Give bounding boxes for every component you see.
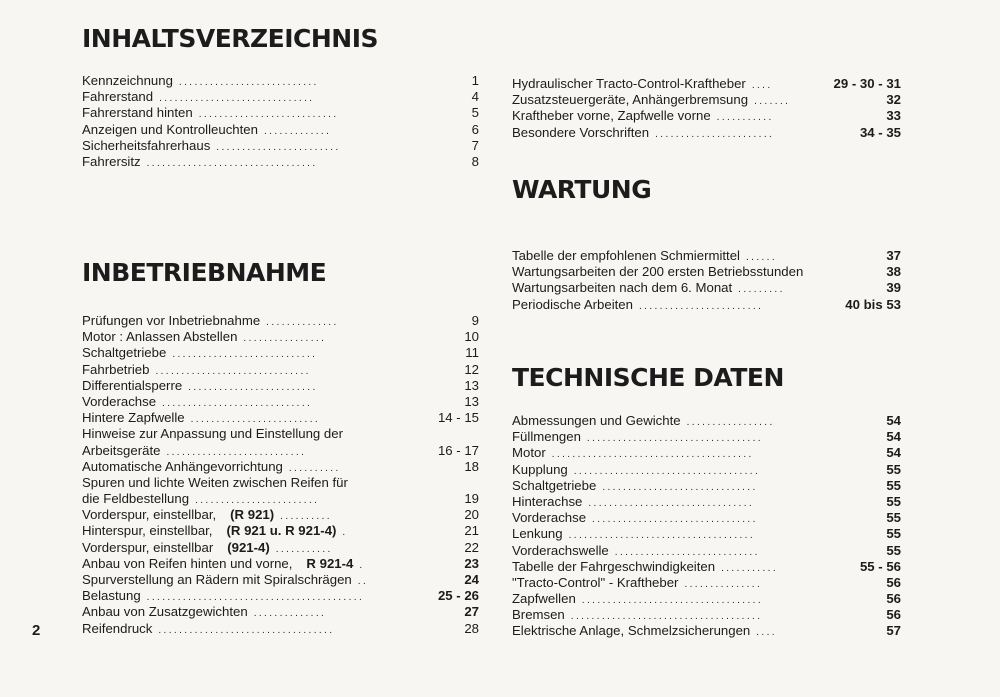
toc-entry-leader: .........................: [190, 414, 321, 426]
toc-entry: [512, 445, 901, 461]
toc-entry-label: Anbau von Zusatzgewichten: [82, 604, 248, 620]
toc-entry-leader: ..................................: [158, 624, 335, 636]
toc-entry-leader: .........................: [188, 381, 318, 393]
toc-entry-label: Hinterachse: [512, 493, 583, 509]
toc-entry: [512, 559, 901, 575]
toc-entry-label: Füllmengen: [512, 429, 581, 445]
toc-list-inhalt: [82, 73, 479, 170]
toc-list-kraftheber: [512, 76, 901, 141]
toc-entry-label: Wartungsarbeiten der 200 ersten Betriebsstunden: [512, 264, 804, 280]
toc-entry-label: Kupplung: [512, 461, 568, 477]
toc-entry-page: 55: [886, 493, 901, 509]
toc-entry: [82, 572, 479, 588]
toc-entry-model: (R 921 u. R 921-4): [226, 523, 337, 539]
toc-entry: [82, 523, 479, 539]
toc-entry-label: die Feldbestellung: [82, 491, 190, 507]
toc-entry-label: Prüfungen vor Inbetriebnahme: [82, 313, 261, 328]
toc-entry-leader: ........................: [216, 141, 341, 153]
toc-entry-page: 54: [886, 413, 901, 428]
toc-entry: [82, 621, 479, 637]
toc-list-inbetriebnahme: [82, 313, 479, 637]
toc-entry: [82, 362, 479, 378]
toc-entry: [82, 313, 479, 329]
toc-entry-page: 54: [886, 429, 901, 445]
toc-entry-page: 38: [886, 264, 901, 280]
toc-entry-page: 57: [886, 623, 901, 639]
toc-entry-leader: ..........................................: [146, 592, 365, 604]
toc-entry-label: Besondere Vorschriften: [512, 124, 650, 140]
page-number: 2: [32, 622, 41, 639]
toc-entry-label: Motor : Anlassen Abstellen: [82, 329, 238, 345]
toc-entry-leader: ...................................: [581, 595, 764, 607]
toc-entry-leader: ..........: [280, 511, 332, 523]
toc-entry-label: Zapfwellen: [512, 591, 576, 607]
toc-entry-label: Reifendruck: [82, 620, 153, 636]
toc-entry-page: 22: [464, 539, 479, 555]
toc-entry-leader: .......................................: [551, 449, 754, 461]
toc-entry-page: 56: [886, 591, 901, 607]
toc-entry: [512, 494, 901, 510]
toc-entry-label: Belastung: [82, 588, 141, 604]
toc-entry: [82, 345, 479, 361]
toc-entry-label: Fahrerstand: [82, 89, 154, 105]
toc-entry-label: Spurverstellung an Rädern mit Spiralschrägen: [82, 572, 352, 587]
toc-entry-leader: ...........: [716, 112, 774, 124]
toc-entry-label: Schaltgetriebe: [82, 345, 167, 361]
toc-entry-page: 37: [886, 248, 901, 263]
toc-entry-page: 29 - 30 - 31: [833, 76, 901, 91]
toc-entry-page: 55: [886, 477, 901, 493]
toc-entry: [82, 138, 479, 154]
toc-entry-page: 56: [886, 607, 901, 623]
toc-entry-page: 32: [886, 92, 901, 108]
toc-entry-page: 55: [886, 542, 901, 558]
heading-technische-daten: TECHNISCHE DATEN: [512, 363, 784, 392]
toc-entry: [82, 105, 479, 121]
toc-entry: [512, 297, 901, 313]
toc-entry: [82, 122, 479, 138]
toc-entry-label: Tabelle der empfohlenen Schmiermittel: [512, 248, 740, 263]
toc-entry: [82, 73, 479, 89]
toc-entry-leader: ...........................: [198, 109, 339, 121]
toc-entry-label: Motor: [512, 445, 546, 461]
toc-entry-page: 27: [464, 604, 479, 620]
toc-entry-leader: ..........: [288, 462, 341, 474]
toc-entry-label: Automatische Anhängevorrichtung: [82, 458, 283, 474]
toc-entry: [512, 510, 901, 526]
toc-entry-label: Fahrerstand hinten: [82, 105, 193, 121]
toc-entry-page: 13: [464, 377, 479, 393]
toc-entry-page: 54: [886, 445, 901, 461]
toc-entry: [512, 248, 901, 264]
toc-entry-page: 28: [464, 620, 479, 636]
toc-entry: [512, 413, 901, 429]
toc-entry: [82, 491, 479, 507]
toc-entry-leader: ....................................: [573, 465, 761, 477]
toc-entry-model: (921-4): [227, 539, 270, 555]
toc-entry-leader: ..............: [253, 608, 327, 620]
toc-entry-leader: ...........: [275, 543, 333, 555]
toc-entry-leader: ..: [357, 576, 369, 587]
toc-entry-page: 12: [464, 361, 479, 377]
toc-entry-leader: ..............................: [155, 365, 311, 377]
toc-entry-leader: ............................: [614, 546, 760, 558]
toc-entry-label: Differentialsperre: [82, 377, 183, 393]
toc-entry-page: 8: [471, 153, 479, 169]
toc-entry-leader: .......: [754, 96, 791, 108]
toc-entry-leader: ...............: [684, 578, 763, 590]
toc-entry-label: Wartungsarbeiten nach dem 6. Monat: [512, 280, 733, 296]
toc-entry-page: 4: [471, 89, 479, 105]
toc-entry-page: 10: [464, 329, 479, 345]
toc-entry-leader: ....: [751, 80, 773, 91]
toc-entry: [512, 607, 901, 623]
toc-entry-page: 20: [464, 507, 479, 523]
toc-entry-leader: ............................: [172, 349, 318, 361]
toc-entry-page: 56: [886, 574, 901, 590]
toc-entry-page: 13: [464, 393, 479, 409]
toc-entry-label: Lenkung: [512, 526, 563, 542]
toc-entry: [82, 89, 479, 105]
toc-entry-leader: ...........................: [166, 446, 307, 458]
toc-entry-label: Kraftheber vorne, Zapfwelle vorne: [512, 108, 711, 124]
toc-entry-leader: .: [342, 527, 348, 539]
toc-entry: [82, 604, 479, 620]
toc-entry-page: 6: [471, 121, 479, 137]
toc-entry: [512, 478, 901, 494]
toc-entry: [512, 76, 901, 92]
toc-entry: [82, 378, 479, 394]
toc-entry: [512, 543, 901, 559]
toc-entry-label: Fahrersitz: [82, 153, 141, 169]
toc-entry-page: 55: [886, 510, 901, 526]
toc-entry-leader: ..............: [266, 317, 339, 328]
toc-entry-page: 34 - 35: [859, 124, 901, 140]
toc-entry: [512, 623, 901, 639]
toc-entry-page: 14 - 15: [437, 410, 479, 426]
toc-entry-label: Anbau von Reifen hinten und vorne,: [82, 555, 293, 571]
toc-entry-leader: ..............................: [602, 481, 758, 493]
toc-entry: [512, 462, 901, 478]
toc-entry-page: 9: [471, 313, 479, 328]
toc-entry-leader: ..............................: [159, 93, 315, 105]
toc-entry: [512, 92, 901, 108]
toc-entry-page: 23: [464, 555, 479, 571]
toc-entry-leader: .................................: [146, 157, 318, 169]
toc-entry-page: 21: [464, 523, 479, 539]
heading-wartung: WARTUNG: [512, 175, 652, 204]
toc-entry-leader: ...........................: [178, 77, 319, 88]
toc-entry-leader: ....................................: [568, 530, 756, 542]
toc-entry-label: Vorderachse: [82, 393, 157, 409]
toc-entry-label: Vorderachse: [512, 510, 587, 526]
toc-entry-label: Tabelle der Fahrgeschwindigkeiten: [512, 558, 716, 574]
toc-entry-page: 18: [464, 458, 479, 474]
toc-entry: [82, 443, 479, 459]
toc-entry-label: Bremsen: [512, 607, 565, 623]
toc-list-technische-daten: [512, 413, 901, 640]
toc-entry-page: 11: [465, 345, 479, 361]
toc-entry-page: 39: [886, 280, 901, 296]
toc-entry: [82, 459, 479, 475]
toc-entry-label: Abmessungen und Gewichte: [512, 413, 681, 428]
toc-entry-label: Kennzeichnung: [82, 73, 173, 88]
toc-entry-page: 33: [886, 108, 901, 124]
toc-entry-leader: .........: [738, 284, 785, 296]
toc-entry-leader: .....................................: [570, 611, 763, 623]
toc-entry: [82, 588, 479, 604]
toc-list-wartung: [512, 248, 901, 313]
toc-entry-label: Elektrische Anlage, Schmelzsicherungen: [512, 623, 751, 639]
toc-entry: [82, 154, 479, 170]
toc-entry-page: 5: [471, 105, 479, 121]
toc-entry-leader: ................: [243, 333, 327, 345]
toc-entry: [82, 410, 479, 426]
toc-entry-page: 40 bis 53: [845, 296, 901, 312]
toc-entry: [82, 475, 479, 491]
toc-entry: [512, 264, 901, 280]
toc-entry: [82, 329, 479, 345]
toc-entry: [512, 526, 901, 542]
toc-entry-label: Vorderachswelle: [512, 542, 609, 558]
toc-entry-leader: ................................: [592, 514, 758, 526]
toc-entry-page: 16 - 17: [437, 442, 479, 458]
toc-entry: [82, 507, 479, 523]
toc-entry-page: 25 - 26: [437, 588, 479, 604]
toc-entry: [82, 540, 479, 556]
toc-entry-label: Zusatzsteuergeräte, Anhängerbremsung: [512, 92, 749, 108]
toc-entry-label: Anzeigen und Kontrolleuchten: [82, 121, 258, 137]
toc-entry: [512, 280, 901, 296]
heading-inbetriebnahme: INBETRIEBNAHME: [82, 258, 327, 287]
toc-entry-page: 7: [471, 137, 479, 153]
toc-entry-page: 55 - 56: [859, 558, 901, 574]
toc-entry-leader: .................: [686, 417, 775, 428]
toc-entry-leader: ...........: [721, 562, 779, 574]
toc-entry: [512, 575, 901, 591]
toc-entry-label: Hintere Zapfwelle: [82, 410, 185, 426]
toc-entry-leader: ........................: [638, 300, 764, 312]
toc-entry-label: "Tracto-Control" - Kraftheber: [512, 574, 679, 590]
toc-entry: [512, 429, 901, 445]
toc-entry-label: Fahrbetrieb: [82, 361, 150, 377]
toc-entry-label: Spuren und lichte Weiten zwischen Reifen für: [82, 474, 348, 490]
toc-entry-model: R 921-4: [306, 555, 354, 571]
toc-entry-label: Periodische Arbeiten: [512, 296, 633, 312]
toc-entry-leader: .............: [263, 125, 332, 137]
toc-entry: [512, 125, 901, 141]
toc-entry-label: Schaltgetriebe: [512, 477, 597, 493]
toc-entry-leader: ................................: [588, 497, 755, 509]
toc-entry-leader: .............................: [162, 397, 313, 409]
toc-entry: [82, 394, 479, 410]
toc-entry: [82, 556, 479, 572]
toc-entry-page: 19: [464, 491, 479, 507]
toc-entry: [512, 108, 901, 124]
toc-entry-page: 1: [471, 73, 479, 88]
toc-entry-model: (R 921): [230, 507, 275, 523]
toc-entry-label: Vorderspur, einstellbar: [82, 539, 214, 555]
toc-entry-label: Arbeitsgeräte: [82, 442, 161, 458]
toc-entry-label: Hydraulischer Tracto-Control-Kraftheber: [512, 76, 746, 91]
toc-entry-label: Sicherheitsfahrerhaus: [82, 137, 211, 153]
toc-entry-leader: .......................: [655, 128, 775, 140]
toc-entry-leader: ........................: [195, 495, 320, 507]
toc-entry: [512, 591, 901, 607]
toc-entry-leader: ....: [756, 627, 777, 639]
toc-entry-leader: ..................................: [586, 433, 763, 445]
toc-entry-leader: .: [359, 559, 365, 571]
toc-entry-page: 55: [886, 461, 901, 477]
toc-entry-leader: ......: [745, 252, 778, 263]
toc-entry-label: Hinweise zur Anpassung und Einstellung der: [82, 426, 343, 442]
toc-entry-label: Hinterspur, einstellbar,: [82, 523, 213, 539]
heading-inhaltsverzeichnis: INHALTSVERZEICHNIS: [82, 24, 379, 53]
toc-entry-label: Vorderspur, einstellbar,: [82, 507, 217, 523]
toc-entry-page: 24: [464, 572, 479, 587]
toc-entry: [82, 426, 479, 442]
toc-entry-page: 55: [886, 526, 901, 542]
